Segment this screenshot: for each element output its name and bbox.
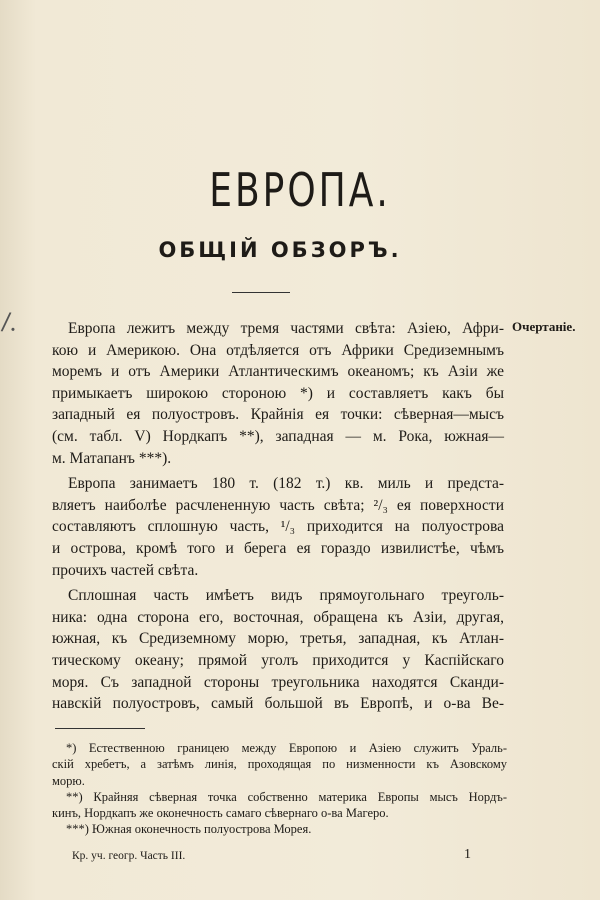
text-line: моря. Съ западной стороны треугольника находятся Сканди- <box>52 673 504 691</box>
text-line: Европа занимаетъ 180 т. (182 т.) кв. миль и предста- <box>68 475 504 493</box>
text-line: составляютъ сплошную часть, ¹/₃ приходится на полуострова <box>52 518 504 536</box>
section-subtitle: ОБЩІЙ ОБЗОРЪ. <box>158 238 402 262</box>
footnote-divider <box>55 728 145 729</box>
text-line: м. Матапанъ ***). <box>52 449 172 467</box>
text-line: и острова, кромѣ того и берега ея гораздо извилистѣе, чѣмъ <box>52 539 504 557</box>
text-line: (см. табл. V) Нордкапъ **), западная — м. Рока, южная— <box>52 427 504 445</box>
footnote-line: морю. <box>52 773 85 788</box>
body-text <box>52 318 504 715</box>
text-line: прочихъ частей свѣта. <box>52 561 199 579</box>
text-line: ника: одна сторона его, восточная, обращена къ Азіи, другая, <box>52 608 504 626</box>
signature-mark: Кр. уч. геогр. Часть III. <box>72 850 186 862</box>
text-line: примыкаетъ широкою стороною *) и составляетъ какъ бы <box>52 384 504 402</box>
text-line: навскій полуостровъ, самый большой въ Европѣ, и о-ва Ве- <box>52 695 504 713</box>
footnotes <box>52 740 507 838</box>
text-line: кою и Америкою. Она отдѣляется отъ Африки Средиземнымъ <box>52 341 504 359</box>
page-title: ЕВРОПА. <box>209 164 391 218</box>
text-line: западный ея полуостровъ. Крайнія ея точки: сѣверная—мысъ <box>52 406 504 424</box>
text-line: южная, къ Средиземному морю, третья, западная, къ Атлан- <box>52 630 504 648</box>
title-divider <box>232 292 290 293</box>
footnote-line: **) Крайняя сѣверная точка собственно материка Европы мысъ Нордъ- <box>66 789 507 804</box>
footnote-line: *) Естественною границею между Европою и Азіею служитъ Ураль- <box>66 741 507 755</box>
text-line: Европа лежитъ между тремя частями свѣта: Азіею, Афри- <box>68 320 504 337</box>
footnote-line: скій хребетъ, а затѣмъ линія, проходящая по низменности къ Азовскому <box>52 757 507 772</box>
pencil-mark: /. <box>0 307 20 337</box>
text-line: тическому океану; прямой уголъ приходится у Каспійскаго <box>52 651 504 669</box>
page-number: 1 <box>464 847 471 862</box>
footnote-line: кинъ, Нордкапъ же оконечность самаго сѣвернаго о-ва Магеро. <box>52 806 389 821</box>
text-line: вляетъ наиболѣе расчлененную часть свѣта; ²/₃ ея поверхности <box>52 496 504 514</box>
text-line: моремъ и отъ Америки Атлантическимъ океаномъ; къ Азіи же <box>52 363 504 381</box>
text-line: Сплошная часть имѣетъ видъ прямоугольнаго треуголь- <box>68 587 504 605</box>
margin-note: Очертаніе. <box>512 319 576 334</box>
footnote-line: ***) Южная оконечность полуострова Морея. <box>66 822 312 837</box>
